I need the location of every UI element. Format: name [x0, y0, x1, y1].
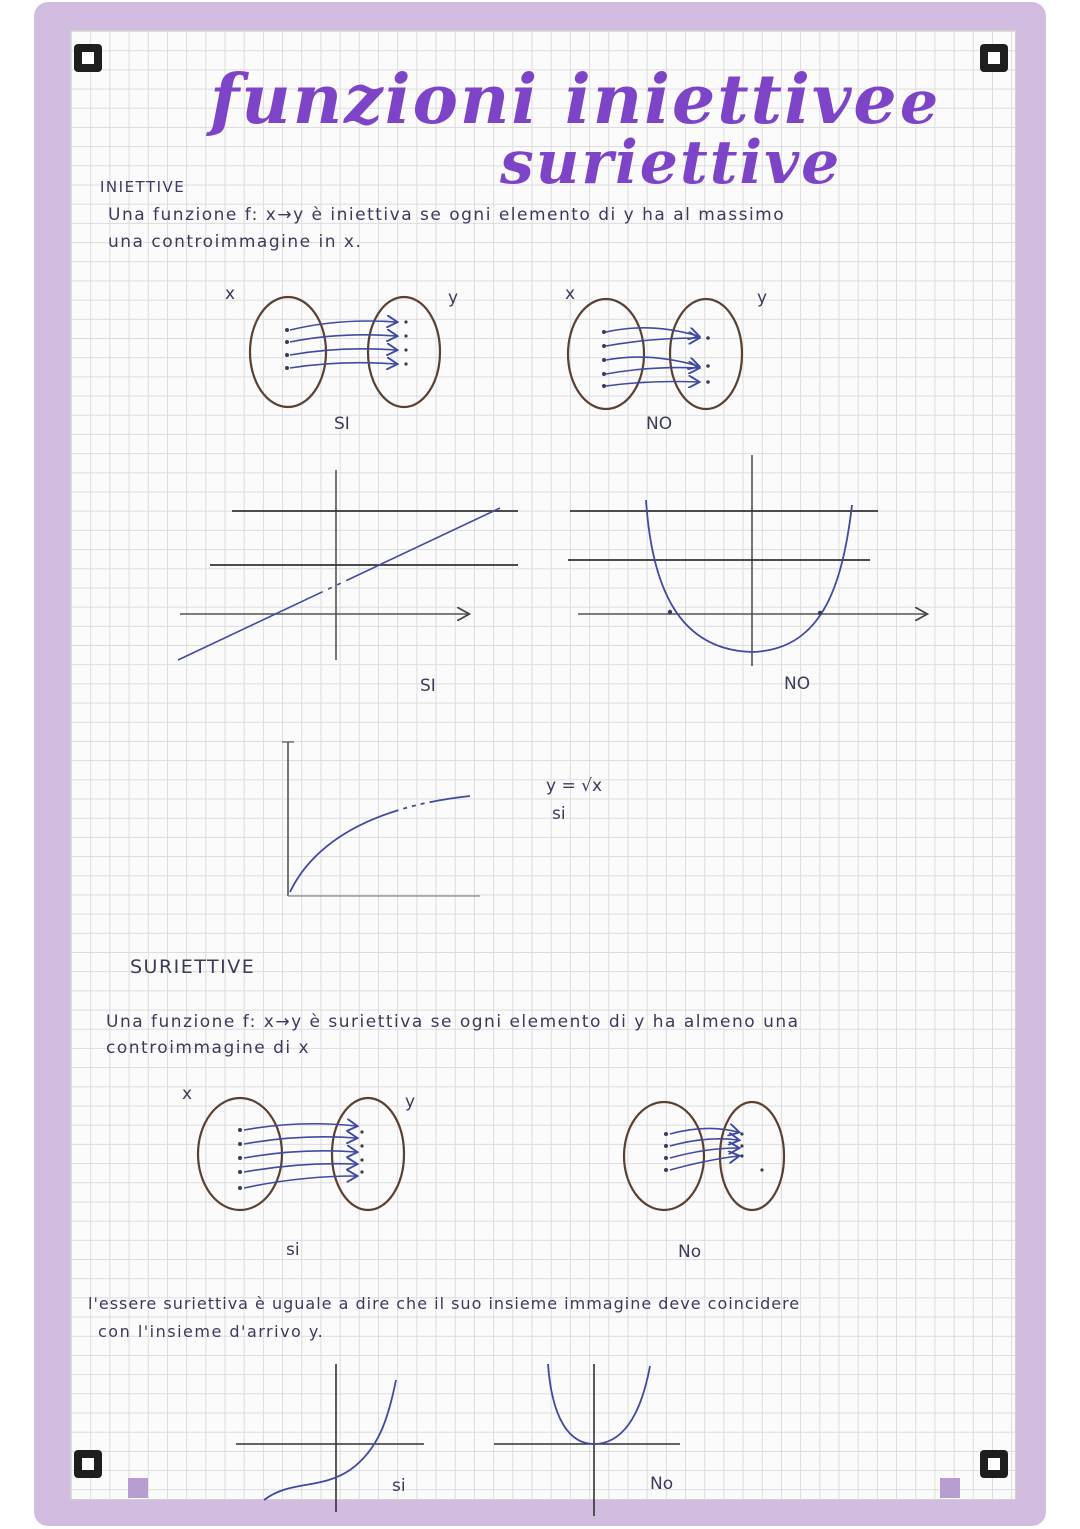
title-line1: funzioni iniettive	[210, 60, 899, 140]
graph5-parabola-curve	[548, 1364, 650, 1444]
graph-parabola2-verdict: No	[650, 1474, 674, 1494]
diagram3-codomain-ellipse	[332, 1098, 404, 1210]
heading-suriettive: SURIETTIVE	[130, 956, 256, 978]
diagram2-x-label: x	[565, 284, 576, 304]
definition-iniettive-line2: una controimmagine in x.	[108, 232, 363, 252]
diagram3-x-label: x	[182, 1084, 193, 1104]
diagram1-verdict: SI	[334, 414, 350, 434]
diagram2-domain-ellipse	[568, 299, 644, 409]
graph-parabola-not-injective	[568, 455, 926, 666]
diagram3-arrow	[244, 1164, 356, 1172]
graph2-intersection	[818, 611, 822, 615]
diagram1-arrow	[290, 363, 396, 368]
diagram2-verdict: NO	[646, 414, 673, 434]
diagram4-surjective-no	[624, 1102, 784, 1210]
graph-parabola-verdict: NO	[784, 674, 811, 694]
diagram3-verdict: si	[286, 1240, 300, 1260]
diagram4-verdict: No	[678, 1242, 702, 1262]
diagram1-y-label: y	[448, 288, 459, 308]
diagram4-domain-ellipse	[624, 1102, 704, 1210]
graph-cubic-surjective	[236, 1364, 424, 1512]
diagram2-arrow	[606, 338, 698, 346]
note-line1: l'essere suriettiva è uguale a dire che il suo insieme immagine deve coincidere	[88, 1294, 801, 1313]
diagram3-arrow	[244, 1124, 356, 1130]
definition-iniettive-line1: Una funzione f: x→y è iniettiva se ogni elemento di y ha al massimo	[108, 205, 786, 225]
diagram1-codomain-ellipse	[368, 297, 440, 407]
diagram4-codomain-ellipse	[720, 1102, 784, 1210]
graph-cubic-verdict: si	[392, 1476, 406, 1496]
title-conjunction: e	[900, 68, 941, 138]
definition-suriettive-line2: controimmagine di x	[106, 1038, 311, 1058]
diagram1-x-label: x	[225, 284, 236, 304]
graph-line-verdict: SI	[420, 676, 436, 696]
diagram1-arrow	[290, 321, 396, 330]
diagram1-injective-yes	[250, 297, 440, 407]
diagram3-surjective-yes	[198, 1098, 404, 1210]
diagram2-arrow	[606, 357, 698, 366]
diagram4-arrow	[670, 1128, 738, 1134]
diagram2-arrow	[606, 382, 698, 387]
diagram1-arrow	[290, 335, 396, 342]
note-line2: con l'insieme d'arrivo y.	[98, 1322, 325, 1341]
graph1-line-curve	[178, 508, 500, 660]
diagram2-y-label: y	[757, 288, 768, 308]
definition-suriettive-line1: Una funzione f: x→y è suriettiva se ogni elemento di y ha almeno una	[106, 1012, 800, 1032]
graph4-cubic-curve	[264, 1380, 396, 1500]
diagram2-injective-no	[568, 299, 742, 409]
graph-sqrt	[282, 742, 480, 896]
graph-parabola-not-surjective	[494, 1364, 680, 1516]
title-line2: suriettive	[500, 128, 842, 198]
sqrt-label: y = √x	[546, 776, 603, 796]
diagram2-arrow	[606, 328, 698, 336]
diagram2-arrow	[606, 368, 698, 374]
heading-iniettive: INIETTIVE	[100, 178, 186, 196]
graph2-parabola-curve	[646, 500, 852, 652]
diagram3-arrow	[244, 1151, 356, 1158]
diagram2-codomain-ellipse	[670, 299, 742, 409]
diagram1-arrow	[290, 349, 396, 355]
diagram3-arrow	[244, 1137, 356, 1144]
sqrt-verdict: si	[552, 804, 566, 824]
diagram3-y-label: y	[405, 1092, 416, 1112]
graph2-intersection	[668, 610, 672, 614]
graph3-sqrt-curve	[290, 796, 470, 892]
graph-line-injective	[178, 470, 518, 660]
